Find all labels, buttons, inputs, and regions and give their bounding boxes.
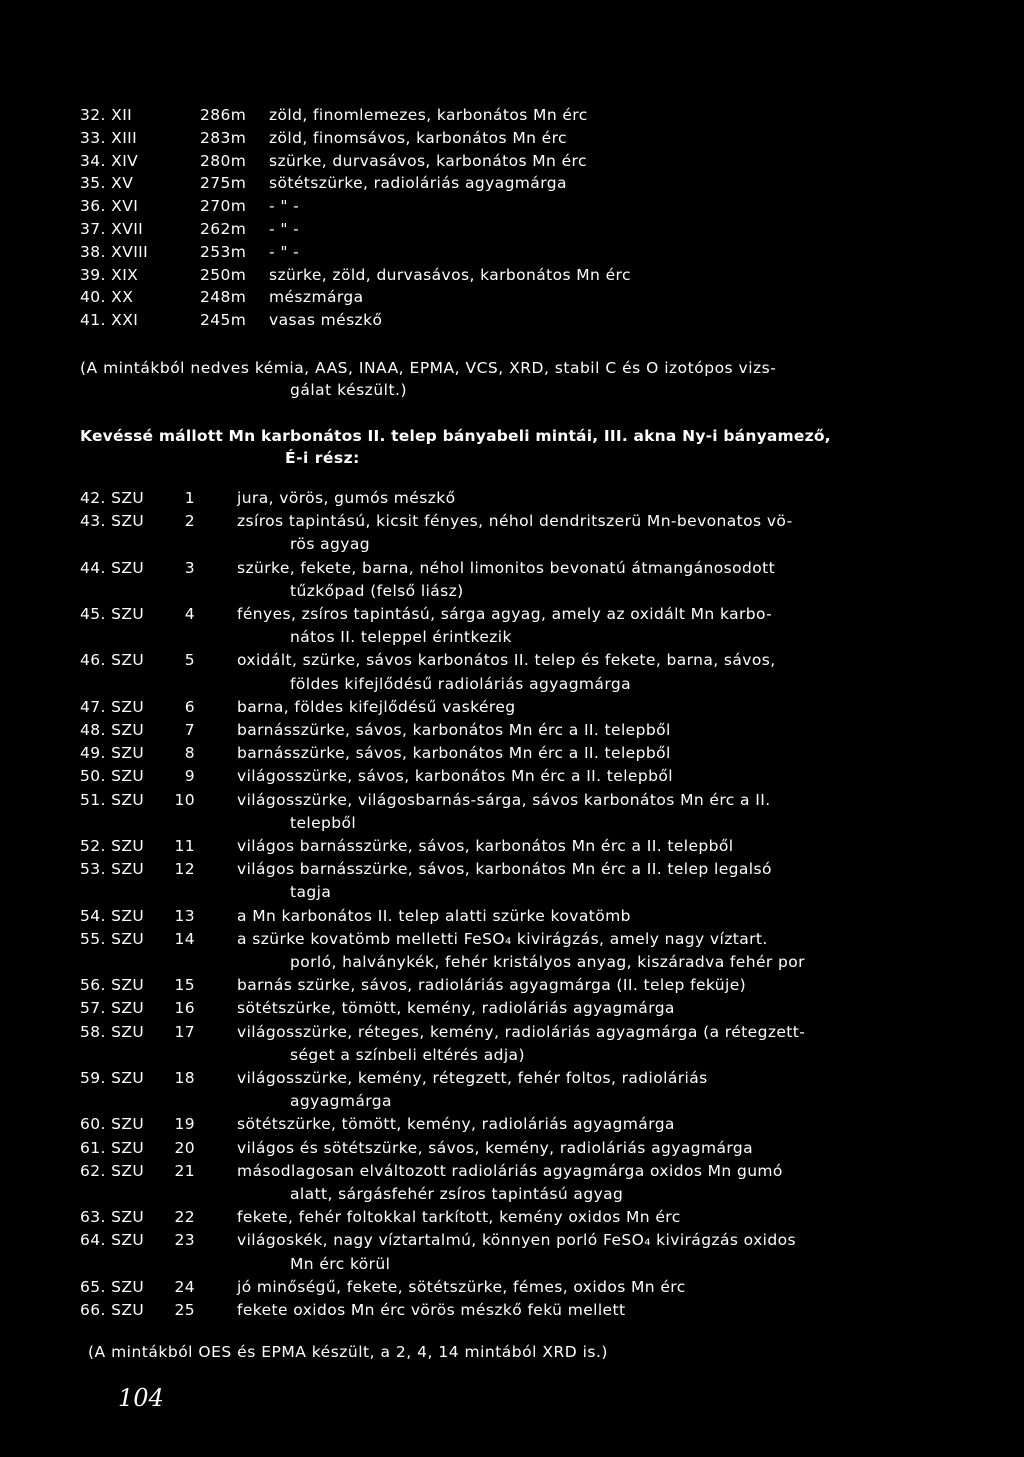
sample-number: 65. SZU [80,1277,145,1296]
sample-description: szürke, zöld, durvasávos, karbonátos Mn érc [269,265,631,284]
sample-index: 6 [184,697,195,716]
sample-description-continued: tagja [290,883,332,902]
sample-index: 16 [174,999,195,1018]
sample-description: másodlagosan elváltozott radioláriás agyagmárga oxidos Mn gumó [237,1161,783,1180]
sample-description: szürke, fekete, barna, néhol limonitos bevonatú átmangánosodott [237,558,776,577]
sample-description-continued: Mn érc körül [290,1254,391,1273]
sample-description: szürke, durvasávos, karbonátos Mn érc [269,151,587,170]
sample-index: 19 [174,1115,195,1134]
sample-number: 66. SZU [80,1301,145,1319]
sample-description: fekete oxidos Mn érc vörös mészkő fekü mellett [237,1301,626,1319]
sample-number: 54. SZU [80,906,145,925]
sample-description: zöld, finomsávos, karbonátos Mn érc [269,128,567,147]
sample-description: világosszürke, világosbarnás-sárga, sávos karbonátos Mn érc a II. [237,790,771,809]
sample-description: világos és sötétszürke, sávos, kemény, radioláriás agyagmárga [237,1138,753,1157]
sample-description-continued: agyagmárga [290,1092,392,1111]
sample-number: 43. SZU [80,512,145,531]
sample-index: 2 [184,512,195,531]
sample-description-continued: telepből [290,813,357,832]
sample-depth: 262m [200,220,247,238]
sample-description: sötétszürke, radioláriás agyagmárga [269,174,567,193]
sample-index: 25 [174,1301,195,1319]
note-analyses-line1: (A mintákból nedves kémia, AAS, INAA, EPMA, VCS, XRD, stabil C és O izotópos vizs- [80,359,777,377]
sample-index: 7 [184,721,195,739]
sample-index: 8 [184,744,195,763]
sample-index: 22 [174,1208,195,1227]
sample-number: 48. SZU [80,721,145,739]
sample-depth: 250m [200,265,247,284]
sample-index: 9 [184,767,195,786]
sample-description: barnás szürke, sávos, radioláriás agyagmárga (II. telep feküje) [237,976,747,995]
sample-description-continued: tűzkőpad (felső liász) [290,581,464,600]
sample-description: világosszürke, réteges, kemény, radioláriás agyagmárga (a rétegzett- [237,1022,806,1041]
sample-index: 20 [174,1138,195,1157]
sample-index: 10 [174,790,195,809]
sample-description: világosszürke, sávos, karbonátos Mn érc a II. telepből [237,767,673,786]
sample-description: világoskék, nagy víztartalmú, könnyen porló FeSO₄ kivirágzás oxidos [237,1231,796,1250]
sample-number: 44. SZU [80,558,145,577]
sample-number: 55. SZU [80,929,145,948]
sample-description: a szürke kovatömb melletti FeSO₄ kivirágzás, amely nagy víztart. [237,929,768,948]
sample-index: 15 [174,976,195,995]
sample-depth: 253m [200,242,247,261]
sample-number: 36. XVI [80,197,139,216]
sample-index: 12 [174,860,195,879]
sample-number: 62. SZU [80,1161,145,1180]
sample-number: 50. SZU [80,767,145,786]
sample-description: oxidált, szürke, sávos karbonátos II. telep és fekete, barna, sávos, [237,651,776,670]
sample-description-continued: rös agyag [290,535,370,554]
sample-number: 57. SZU [80,999,145,1018]
sample-description-continued: porló, halványkék, fehér kristályos anyag, kiszáradva fehér por [290,953,805,971]
sample-description: világos barnásszürke, sávos, karbonátos Mn érc a II. telep legalsó [237,860,772,879]
sample-description: a Mn karbonátos II. telep alatti szürke kovatömb [237,906,631,925]
sample-description: barnásszürke, sávos, karbonátos Mn érc a II. telepből [237,721,671,739]
sample-index: 17 [174,1022,195,1041]
sample-number: 37. XVII [80,220,144,238]
section-heading-line1: Kevéssé mállott Mn karbonátos II. telep bányabeli mintái, III. akna Ny-i bányamező, [80,427,831,445]
sample-description: világosszürke, kemény, rétegzett, fehér foltos, radioláriás [237,1069,708,1087]
sample-number: 61. SZU [80,1138,145,1157]
sample-number: 41. XXI [80,311,139,330]
sample-description: fényes, zsíros tapintású, sárga agyag, amely az oxidált Mn karbo- [237,605,773,623]
sample-description: fekete, fehér foltokkal tarkított, kemény oxidos Mn érc [237,1208,681,1227]
sample-index: 23 [174,1231,195,1250]
sample-number: 63. SZU [80,1208,145,1227]
sample-index: 5 [184,651,195,670]
sample-description-continued: földes kifejlődésű radioláriás agyagmárga [290,674,631,693]
sample-depth: 286m [200,106,247,124]
sample-number: 45. SZU [80,605,145,623]
sample-number: 59. SZU [80,1069,145,1087]
sample-number: 56. SZU [80,976,145,995]
sample-index: 1 [184,489,195,507]
sample-number: 47. SZU [80,697,145,716]
sample-index: 21 [174,1161,195,1180]
sample-index: 4 [184,605,195,623]
sample-depth: 248m [200,288,247,307]
sample-index: 18 [174,1069,195,1087]
sample-depth: 245m [200,311,247,330]
sample-depth: 280m [200,151,247,170]
sample-index: 24 [174,1277,195,1296]
sample-number: 58. SZU [80,1022,145,1041]
sample-description: vasas mészkő [269,311,383,330]
sample-description: - " - [269,220,300,238]
sample-description: sötétszürke, tömött, kemény, radioláriás agyagmárga [237,999,675,1018]
note-analyses-line2: gálat készült.) [290,381,407,399]
sample-number: 64. SZU [80,1231,145,1250]
sample-number: 51. SZU [80,790,145,809]
sample-description: jó minőségű, fekete, sötétszürke, fémes, oxidos Mn érc [237,1277,686,1296]
sample-description: barnásszürke, sávos, karbonátos Mn érc a II. telepből [237,744,671,763]
sample-number: 40. XX [80,288,134,307]
sample-number: 33. XIII [80,128,138,147]
sample-number: 60. SZU [80,1115,145,1134]
sample-description-continued: nátos II. teleppel érintkezik [290,628,512,647]
sample-number: 34. XIV [80,151,139,170]
sample-number: 49. SZU [80,744,145,763]
sample-number: 42. SZU [80,489,145,507]
sample-number: 35. XV [80,174,134,193]
sample-number: 39. XIX [80,265,139,284]
sample-number: 32. XII [80,106,133,124]
sample-description: sötétszürke, tömött, kemény, radioláriás agyagmárga [237,1115,675,1134]
sample-depth: 270m [200,197,247,216]
sample-description: zsíros tapintású, kicsit fényes, néhol dendritszerü Mn-bevonatos vö- [237,512,793,531]
sample-number: 46. SZU [80,651,145,670]
sample-index: 14 [174,929,195,948]
note-oes-epma: (A mintákból OES és EPMA készült, a 2, 4, 14 mintából XRD is.) [88,1343,608,1361]
sample-description: - " - [269,197,300,216]
sample-description: - " - [269,242,300,261]
sample-number: 53. SZU [80,860,145,879]
page-number: 104 [118,1384,164,1412]
sample-description: mészmárga [269,288,364,307]
section-heading-line2: É-i rész: [285,449,360,467]
sample-number: 38. XVIII [80,242,149,261]
sample-description: barna, földes kifejlődésű vaskéreg [237,697,516,716]
sample-number: 52. SZU [80,837,145,855]
sample-depth: 275m [200,174,247,193]
sample-index: 11 [174,837,195,855]
sample-depth: 283m [200,128,247,147]
sample-description-continued: alatt, sárgásfehér zsíros tapintású agyag [290,1185,624,1203]
sample-index: 13 [174,906,195,925]
sample-index: 3 [184,558,195,577]
sample-description: világos barnásszürke, sávos, karbonátos Mn érc a II. telepből [237,837,734,855]
sample-description: zöld, finomlemezes, karbonátos Mn érc [269,106,588,124]
sample-description-continued: séget a színbeli eltérés adja) [290,1045,525,1064]
sample-description: jura, vörös, gumós mészkő [237,489,456,507]
